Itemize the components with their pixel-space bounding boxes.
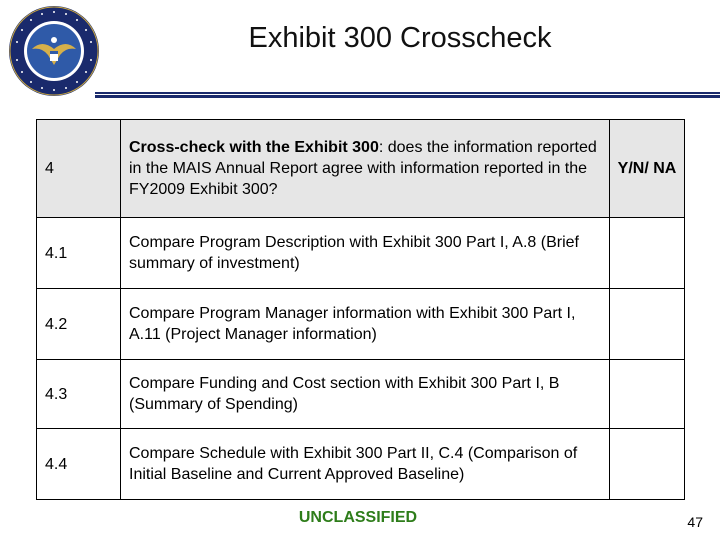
table-row [37, 218, 685, 289]
row-number: 4.4 [37, 429, 121, 500]
table-row [37, 289, 685, 360]
crosscheck-table [36, 119, 685, 500]
row-answer[interactable] [610, 360, 685, 429]
classification-label: UNCLASSIFIED [298, 509, 418, 526]
table-header-row [37, 120, 685, 218]
row-description: Compare Funding and Cost section with Exhibit 300 Part I, B (Summary of Spending) [121, 360, 610, 429]
row-number: 4.2 [37, 289, 121, 360]
header-number: 4 [37, 120, 121, 218]
table-row [37, 429, 685, 500]
dod-seal-logo [8, 5, 100, 97]
row-answer[interactable] [610, 429, 685, 500]
page-number: 47 [687, 514, 703, 530]
header-description [121, 120, 610, 218]
answer-column-header: Y/N/ NA [610, 120, 685, 218]
row-answer[interactable] [610, 218, 685, 289]
row-answer[interactable] [610, 289, 685, 360]
title-divider [95, 92, 720, 101]
row-description: Compare Program Manager information with Exhibit 300 Part I, A.11 (Project Manager information) [121, 289, 610, 360]
header-description-rest: : does the information reported in the MAIS Annual Report agree with information reported in the FY2009 Exhibit 300? [129, 139, 597, 198]
page-title: Exhibit 300 Crosscheck [248, 22, 552, 54]
row-number: 4.3 [37, 360, 121, 429]
table-row [37, 360, 685, 429]
row-number: 4.1 [37, 218, 121, 289]
row-description: Compare Program Description with Exhibit 300 Part I, A.8 (Brief summary of investment) [121, 218, 610, 289]
header-description-bold: Cross-check with the Exhibit 300 [129, 139, 379, 156]
row-description: Compare Schedule with Exhibit 300 Part II, C.4 (Comparison of Initial Baseline and Current Approved Baseline) [121, 429, 610, 500]
